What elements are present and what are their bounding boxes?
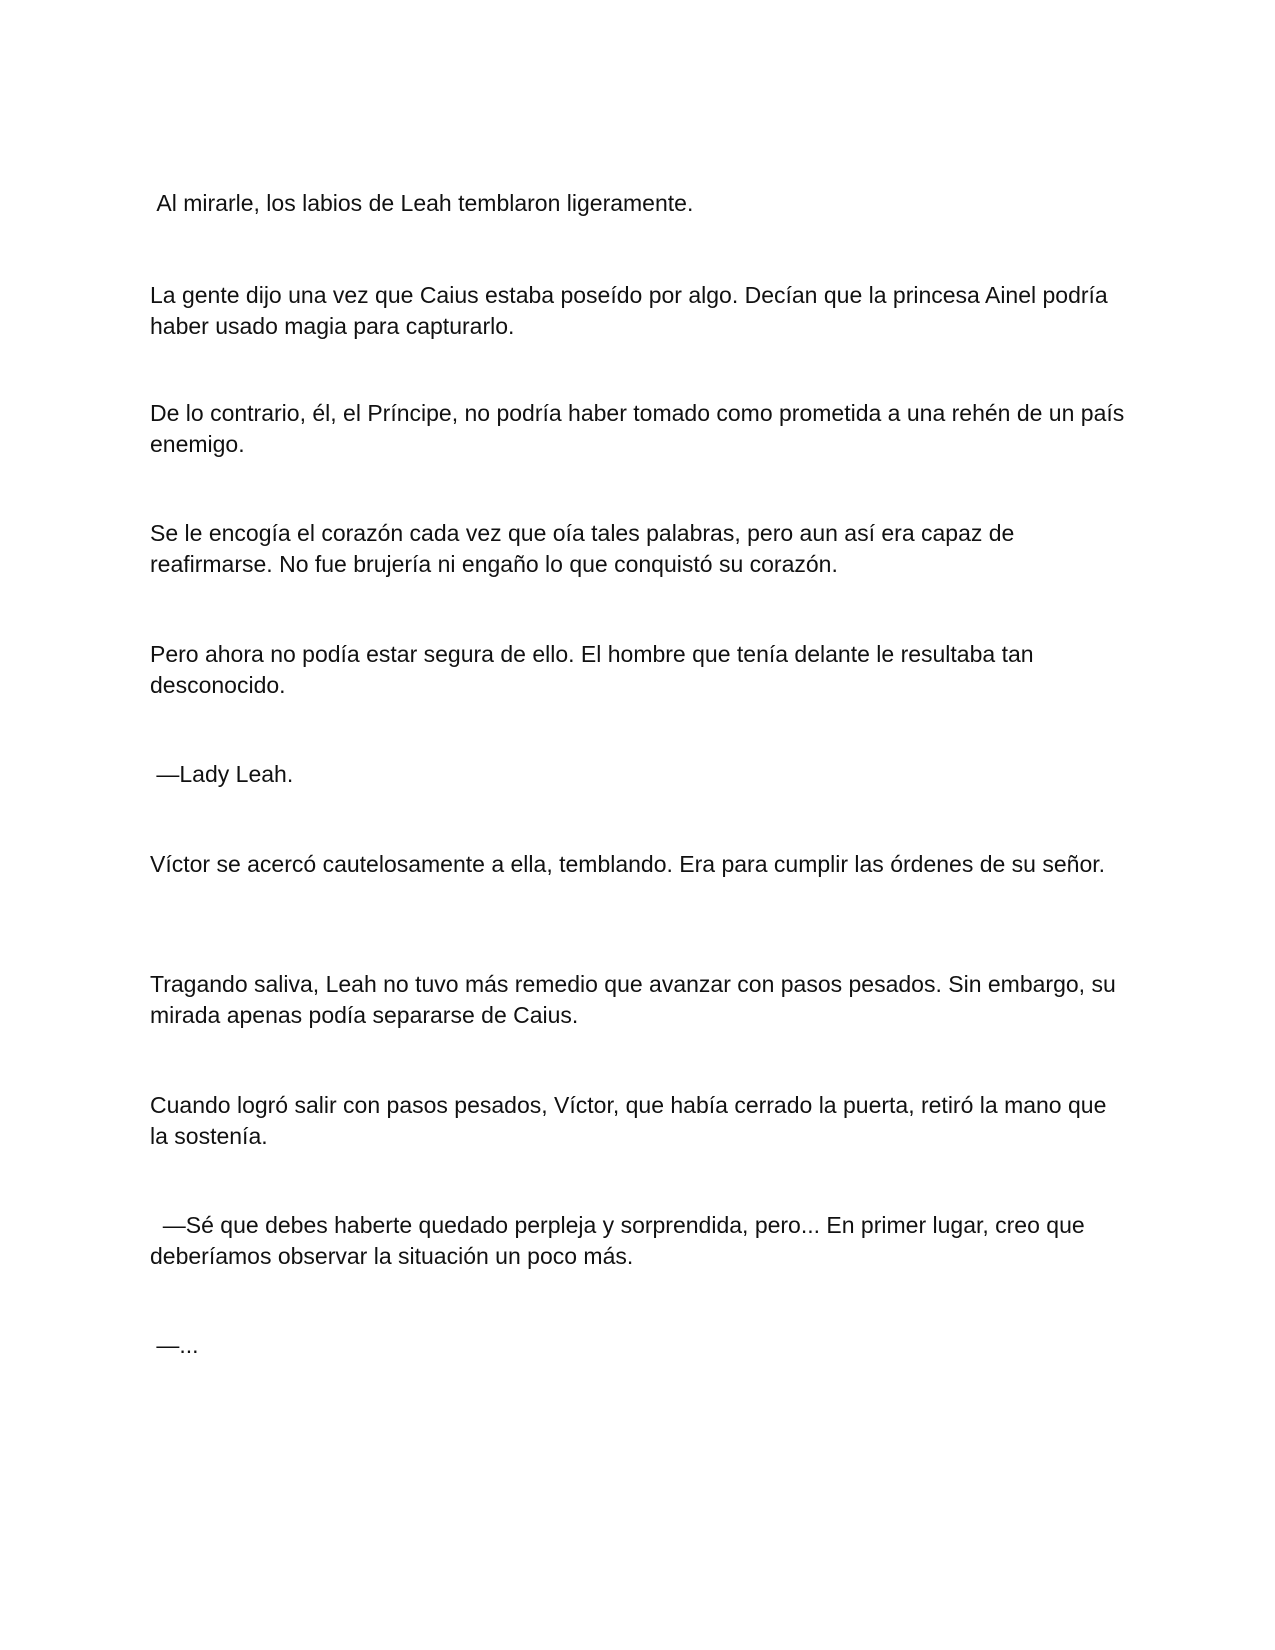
paragraph-8: Tragando saliva, Leah no tuvo más remedio que avanzar con pasos pesados. Sin embargo, su mirada apenas podía separarse de Caius. [150, 971, 1123, 1028]
paragraph-1: Al mirarle, los labios de Leah temblaron ligeramente. [150, 190, 694, 216]
paragraph-10: —Sé que debes haberte quedado perpleja y sorprendida, pero... En primer lugar, creo que deberíamos observar la situación un poco más. [150, 1212, 1092, 1269]
paragraph-5: Pero ahora no podía estar segura de ello. El hombre que tenía delante le resultaba tan desconocido. [150, 641, 1040, 698]
paragraph-11: —... [150, 1332, 199, 1358]
paragraph-4: Se le encogía el corazón cada vez que oía tales palabras, pero aun así era capaz de reafirmarse. No fue brujería ni engaño lo que conquistó su corazón. [150, 520, 1021, 577]
paragraph-9: Cuando logró salir con pasos pesados, Víctor, que había cerrado la puerta, retiró la mano que la sostenía. [150, 1092, 1113, 1149]
paragraph-2: La gente dijo una vez que Caius estaba poseído por algo. Decían que la princesa Ainel podría haber usado magia para capturarlo. [150, 282, 1115, 339]
paragraph-6: —Lady Leah. [150, 761, 294, 787]
paragraph-7: Víctor se acercó cautelosamente a ella, temblando. Era para cumplir las órdenes de su señor. [150, 851, 1106, 877]
paragraph-3: De lo contrario, él, el Príncipe, no podría haber tomado como prometida a una rehén de un país enemigo. [150, 400, 1131, 457]
